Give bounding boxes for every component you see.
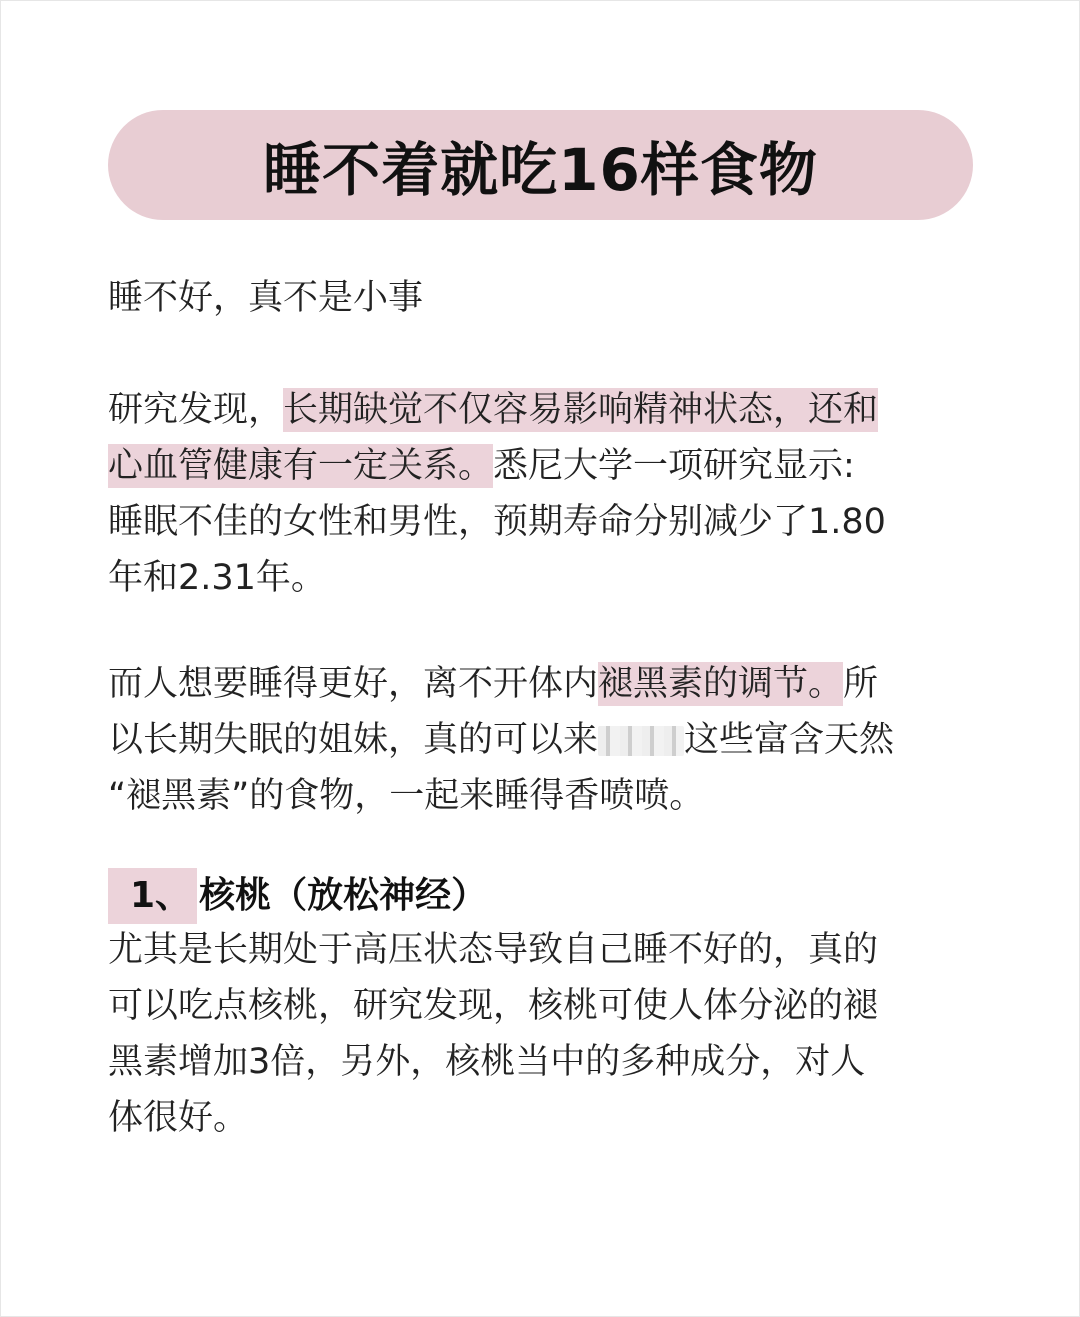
page-title: 睡不着就吃16样食物 bbox=[263, 136, 818, 204]
title-banner bbox=[108, 110, 973, 220]
melatonin-prefix: 而人想要睡得更好，离不开体内 bbox=[108, 664, 599, 704]
melatonin-line-3: “褪黑素”的食物，一起来睡得香喷喷。 bbox=[108, 776, 705, 816]
melatonin-paragraph bbox=[108, 656, 978, 824]
research-rest: 悉尼大学一项研究显示: bbox=[493, 446, 855, 486]
research-paragraph bbox=[108, 382, 978, 606]
melatonin-line2-suffix: 这些富含天然 bbox=[684, 720, 895, 760]
melatonin-line-1 bbox=[108, 656, 978, 712]
intro-paragraph bbox=[108, 270, 978, 326]
research-line-1 bbox=[108, 382, 978, 438]
intro-text: 睡不好，真不是小事 bbox=[108, 278, 424, 318]
melatonin-suffix: 所 bbox=[843, 664, 879, 704]
section-1-title: 核桃（放松神经） bbox=[199, 875, 488, 916]
redacted-blur bbox=[598, 726, 684, 756]
research-line-3: 睡眠不佳的女性和男性，预期寿命分别减少了1.80 bbox=[108, 502, 886, 542]
section-1-line: 尤其是长期处于高压状态导致自己睡不好的，真的 bbox=[108, 930, 879, 970]
section-1-body bbox=[108, 922, 978, 1146]
melatonin-line-2 bbox=[108, 712, 978, 768]
research-line-4: 年和2.31年。 bbox=[108, 558, 326, 598]
research-line-2 bbox=[108, 438, 978, 494]
research-highlight-2: 心血管健康有一定关系。 bbox=[108, 446, 494, 486]
research-highlight-1: 长期缺觉不仅容易影响精神状态，还和 bbox=[283, 390, 879, 430]
melatonin-line2-prefix: 以长期失眠的姐妹，真的可以来 bbox=[108, 720, 599, 760]
section-1-line: 可以吃点核桃，研究发现，核桃可使人体分泌的褪 bbox=[108, 986, 879, 1026]
section-1-number: 1、 bbox=[108, 868, 197, 924]
research-prefix: 研究发现， bbox=[108, 390, 284, 430]
melatonin-highlight: 褪黑素的调节。 bbox=[598, 664, 844, 704]
section-1-heading bbox=[108, 868, 487, 924]
section-1-line: 体很好。 bbox=[108, 1098, 249, 1138]
section-1-line: 黑素增加3倍，另外，核桃当中的多种成分，对人 bbox=[108, 1042, 866, 1082]
